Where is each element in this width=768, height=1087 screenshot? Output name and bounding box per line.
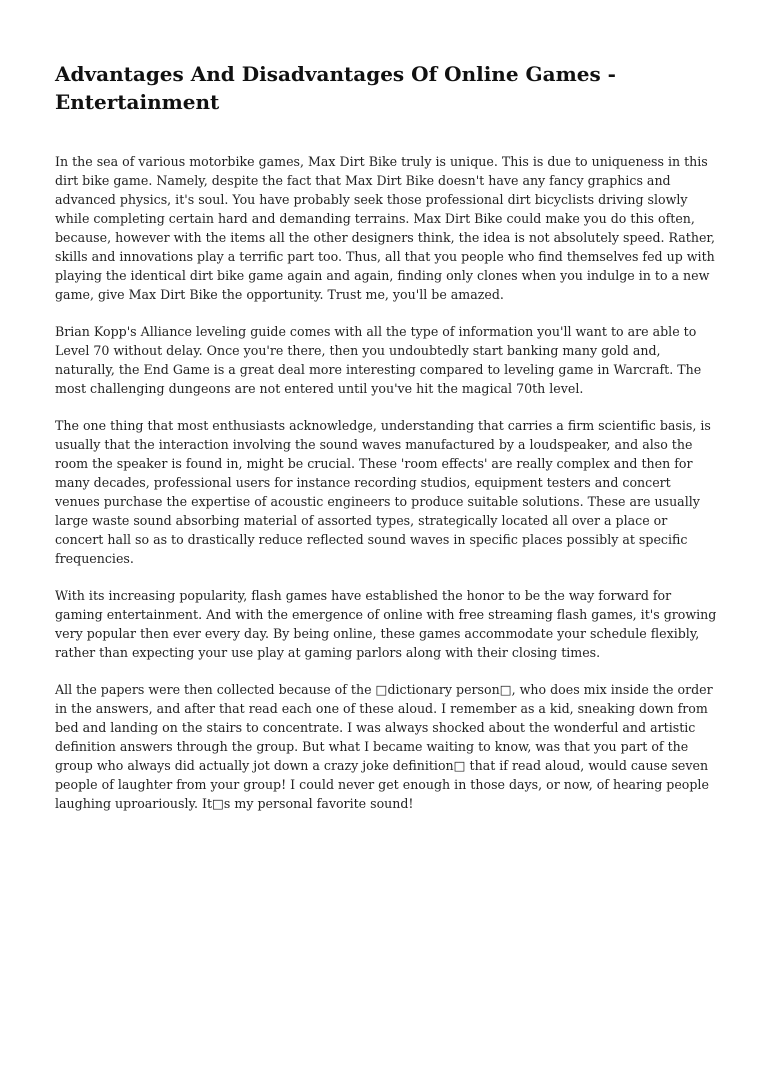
document-body xyxy=(55,152,717,813)
paragraph: The one thing that most enthusiasts acknowledge, understanding that carries a firm scientific basis, is usually that the interaction involving the sound waves manufactured by a loudspeaker, and also the room the speaker is found in, might be crucial. These 'room effects' are really complex and then for many decades, professional users for instance recording studios, equipment testers and concert venues purchase the expertise of acoustic engineers to produce suitable solutions. These are usually large waste sound absorbing material of assorted types, strategically located all over a place or concert hall so as to drastically reduce reflected sound waves in specific places possibly at specific frequencies. xyxy=(55,418,711,566)
paragraph: In the sea of various motorbike games, Max Dirt Bike truly is unique. This is due to uniqueness in this dirt bike game. Namely, despite the fact that Max Dirt Bike doesn't have any fancy graphics and advanced physics, it's soul. You have probably seek those professional dirt bicyclists driving slowly while completing certain hard and demanding terrains. Max Dirt Bike could make you do this often, because, however with the items all the other designers think, the idea is not absolutely speed. Rather, skills and innovations play a terrific part too. Thus, all that you people who find themselves fed up with playing the identical dirt bike game again and again, finding only clones when you indulge in to a new game, give Max Dirt Bike the opportunity. Trust me, you'll be amazed. xyxy=(55,154,716,302)
paragraph: All the papers were then collected because of the □dictionary person□, who does mix inside the order in the answers, and after that read each one of these aloud. I remember as a kid, sneaking down from bed and landing on the stairs to concentrate. I was always shocked about the wonderful and artistic definition answers through the group. But what I became waiting to know, was that you part of the group who always did actually jot down a crazy joke definition□ that if read aloud, would cause seven people of laughter from your group! I could never get enough in those days, or now, of hearing people laughing uproariously. It□s my personal favorite sound! xyxy=(55,682,713,811)
document-title: Advantages And Disadvantages Of Online Games - Entertainment xyxy=(55,62,616,114)
paragraph: With its increasing popularity, flash games have established the honor to be the way forward for gaming entertainment. And with the emergence of online with free streaming flash games, it's growing very popular then ever every day. By being online, these games accommodate your schedule flexibly, rather than expecting your use play at gaming parlors along with their closing times. xyxy=(55,588,717,660)
document-content xyxy=(55,60,717,831)
paragraph: Brian Kopp's Alliance leveling guide comes with all the type of information you'll want to are able to Level 70 without delay. Once you're there, then you undoubtedly start banking many gold and, naturally, the End Game is a great deal more interesting compared to leveling game in Warcraft. The most challenging dungeons are not entered until you've hit the magical 70th level. xyxy=(55,324,702,396)
